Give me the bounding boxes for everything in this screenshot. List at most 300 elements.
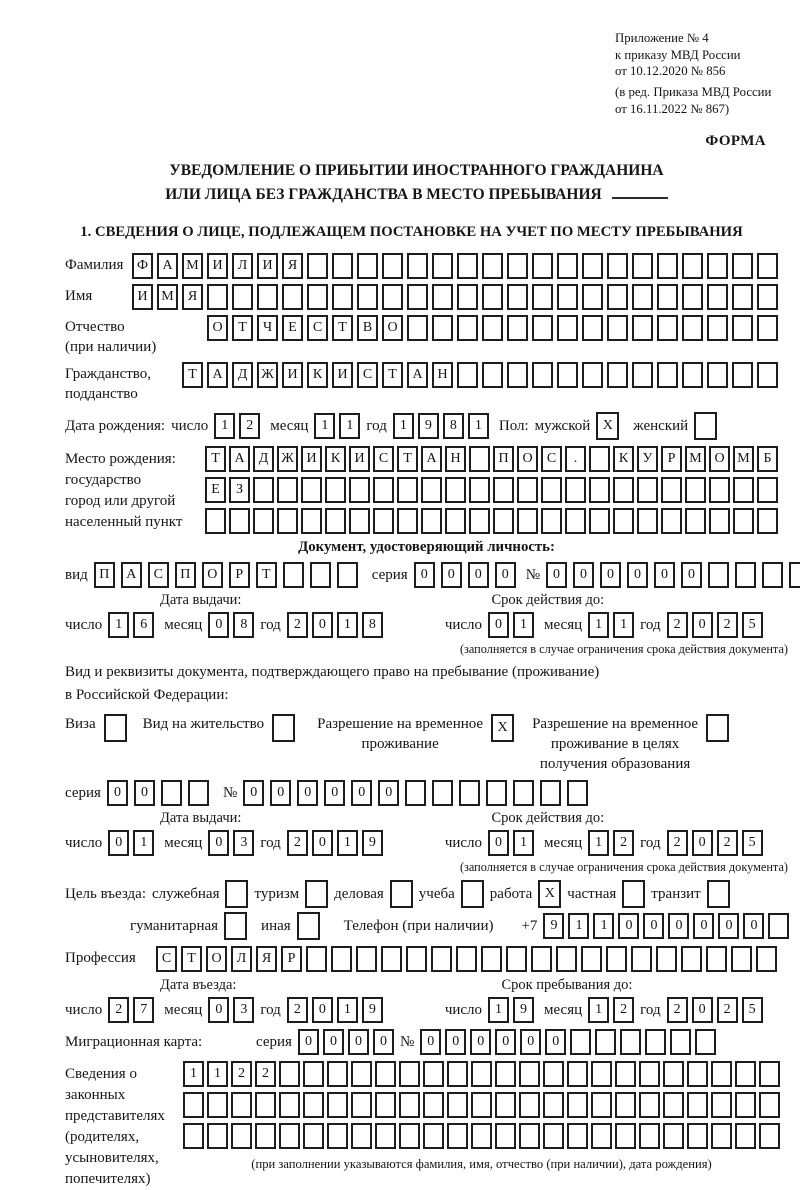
birthplace-cell[interactable]: К bbox=[613, 446, 634, 472]
representative-cell[interactable] bbox=[591, 1092, 612, 1118]
representative-cell[interactable] bbox=[207, 1123, 228, 1149]
purpose-transit-checkbox[interactable] bbox=[707, 880, 730, 908]
representative-cell[interactable] bbox=[423, 1092, 444, 1118]
citizenship-cell[interactable]: Т bbox=[382, 362, 403, 388]
patronymic-cell[interactable] bbox=[732, 315, 753, 341]
rvp-number-cell[interactable] bbox=[486, 780, 507, 806]
firstname-cell[interactable] bbox=[707, 284, 728, 310]
birthplace-cell[interactable] bbox=[229, 508, 250, 534]
migcard-seria-cell[interactable]: 0 bbox=[373, 1029, 394, 1055]
purpose-other-checkbox[interactable] bbox=[297, 912, 320, 940]
surname-cell[interactable] bbox=[482, 253, 503, 279]
entry-year-cell[interactable]: 1 bbox=[337, 997, 358, 1023]
birthplace-cell[interactable] bbox=[661, 477, 682, 503]
birth-year-cell[interactable]: 8 bbox=[443, 413, 464, 439]
firstname-cell[interactable]: Я bbox=[182, 284, 203, 310]
representative-cell[interactable] bbox=[615, 1123, 636, 1149]
doc-seria-cell[interactable]: 0 bbox=[468, 562, 489, 588]
representative-cell[interactable] bbox=[495, 1061, 516, 1087]
representative-cell[interactable] bbox=[279, 1123, 300, 1149]
patronymic-cell[interactable] bbox=[582, 315, 603, 341]
representative-cell[interactable] bbox=[543, 1061, 564, 1087]
citizenship-cell[interactable]: И bbox=[332, 362, 353, 388]
rvp-number-cell[interactable] bbox=[432, 780, 453, 806]
birthplace-cell[interactable] bbox=[589, 446, 610, 472]
doc-type-cell[interactable] bbox=[283, 562, 304, 588]
surname-cell[interactable]: М bbox=[182, 253, 203, 279]
doc-seria-cell[interactable]: 0 bbox=[441, 562, 462, 588]
rvp-issue-year-cell[interactable]: 1 bbox=[337, 830, 358, 856]
birthplace-cell[interactable]: И bbox=[301, 446, 322, 472]
profession-cell[interactable] bbox=[306, 946, 327, 972]
birthplace-cell[interactable] bbox=[349, 477, 370, 503]
surname-cell[interactable] bbox=[307, 253, 328, 279]
purpose-work-checkbox[interactable]: X bbox=[538, 880, 561, 908]
birthplace-cell[interactable]: Н bbox=[445, 446, 466, 472]
patronymic-cell[interactable] bbox=[607, 315, 628, 341]
doc-type-cell[interactable]: Р bbox=[229, 562, 250, 588]
representative-cell[interactable] bbox=[543, 1092, 564, 1118]
birthplace-cell[interactable] bbox=[613, 508, 634, 534]
patronymic-cell[interactable]: В bbox=[357, 315, 378, 341]
rvp-issue-year-cell[interactable]: 2 bbox=[287, 830, 308, 856]
profession-cell[interactable] bbox=[356, 946, 377, 972]
birthplace-cell[interactable] bbox=[325, 477, 346, 503]
representative-cell[interactable] bbox=[663, 1061, 684, 1087]
birthplace-cell[interactable]: Т bbox=[205, 446, 226, 472]
representative-cell[interactable] bbox=[567, 1123, 588, 1149]
birthplace-cell[interactable] bbox=[301, 477, 322, 503]
patronymic-cell[interactable]: Т bbox=[332, 315, 353, 341]
representative-cell[interactable] bbox=[759, 1092, 780, 1118]
representative-cell[interactable] bbox=[567, 1092, 588, 1118]
birthplace-cell[interactable]: О bbox=[517, 446, 538, 472]
surname-cell[interactable]: И bbox=[257, 253, 278, 279]
migcard-number-cell[interactable] bbox=[595, 1029, 616, 1055]
doc-number-cell[interactable]: 0 bbox=[600, 562, 621, 588]
representative-cell[interactable] bbox=[399, 1092, 420, 1118]
purpose-study-checkbox[interactable] bbox=[461, 880, 484, 908]
phone-cell[interactable] bbox=[768, 913, 789, 939]
citizenship-cell[interactable] bbox=[532, 362, 553, 388]
representative-cell[interactable] bbox=[639, 1123, 660, 1149]
citizenship-cell[interactable] bbox=[732, 362, 753, 388]
firstname-cell[interactable]: М bbox=[157, 284, 178, 310]
representative-cell[interactable] bbox=[447, 1123, 468, 1149]
rvp-number-cell[interactable] bbox=[405, 780, 426, 806]
surname-cell[interactable] bbox=[507, 253, 528, 279]
male-checkbox[interactable]: X bbox=[596, 412, 619, 440]
profession-cell[interactable] bbox=[731, 946, 752, 972]
rvp-issue-month-cell[interactable]: 0 bbox=[208, 830, 229, 856]
surname-cell[interactable]: Л bbox=[232, 253, 253, 279]
representative-cell[interactable] bbox=[759, 1123, 780, 1149]
rvp-valid-year-cell[interactable]: 0 bbox=[692, 830, 713, 856]
patronymic-cell[interactable]: Ч bbox=[257, 315, 278, 341]
birthplace-cell[interactable] bbox=[565, 477, 586, 503]
profession-cell[interactable] bbox=[506, 946, 527, 972]
profession-cell[interactable]: Я bbox=[256, 946, 277, 972]
firstname-cell[interactable] bbox=[332, 284, 353, 310]
rvp-issue-day-cell[interactable]: 1 bbox=[133, 830, 154, 856]
representative-cell[interactable] bbox=[207, 1092, 228, 1118]
representative-cell[interactable] bbox=[423, 1061, 444, 1087]
representative-cell[interactable] bbox=[495, 1123, 516, 1149]
profession-cell[interactable] bbox=[581, 946, 602, 972]
birthplace-cell[interactable] bbox=[613, 477, 634, 503]
birthplace-cell[interactable] bbox=[277, 477, 298, 503]
representative-cell[interactable] bbox=[735, 1092, 756, 1118]
representative-cell[interactable] bbox=[447, 1092, 468, 1118]
citizenship-cell[interactable]: Д bbox=[232, 362, 253, 388]
doc-valid-year-cell[interactable]: 2 bbox=[717, 612, 738, 638]
citizenship-cell[interactable] bbox=[582, 362, 603, 388]
birthplace-cell[interactable] bbox=[349, 508, 370, 534]
birthplace-cell[interactable] bbox=[397, 477, 418, 503]
representative-cell[interactable] bbox=[447, 1061, 468, 1087]
citizenship-cell[interactable] bbox=[607, 362, 628, 388]
purpose-official-checkbox[interactable] bbox=[225, 880, 248, 908]
rvp-issue-month-cell[interactable]: 3 bbox=[233, 830, 254, 856]
firstname-cell[interactable] bbox=[407, 284, 428, 310]
firstname-cell[interactable] bbox=[307, 284, 328, 310]
profession-cell[interactable]: Р bbox=[281, 946, 302, 972]
birthplace-cell[interactable] bbox=[277, 508, 298, 534]
birthplace-cell[interactable] bbox=[493, 508, 514, 534]
citizenship-cell[interactable] bbox=[707, 362, 728, 388]
representative-cell[interactable] bbox=[255, 1092, 276, 1118]
representative-cell[interactable] bbox=[687, 1092, 708, 1118]
migcard-number-cell[interactable] bbox=[695, 1029, 716, 1055]
migcard-number-cell[interactable]: 0 bbox=[545, 1029, 566, 1055]
firstname-cell[interactable] bbox=[607, 284, 628, 310]
citizenship-cell[interactable]: А bbox=[207, 362, 228, 388]
surname-cell[interactable]: Ф bbox=[132, 253, 153, 279]
firstname-cell[interactable] bbox=[282, 284, 303, 310]
firstname-cell[interactable] bbox=[457, 284, 478, 310]
surname-cell[interactable] bbox=[532, 253, 553, 279]
firstname-cell[interactable] bbox=[532, 284, 553, 310]
patronymic-cell[interactable] bbox=[632, 315, 653, 341]
patronymic-cell[interactable] bbox=[432, 315, 453, 341]
surname-cell[interactable] bbox=[732, 253, 753, 279]
representative-cell[interactable] bbox=[615, 1092, 636, 1118]
doc-valid-year-cell[interactable]: 2 bbox=[667, 612, 688, 638]
rvp-issue-year-cell[interactable]: 0 bbox=[312, 830, 333, 856]
rvp-seria-cell[interactable] bbox=[161, 780, 182, 806]
rvp-valid-year-cell[interactable]: 2 bbox=[717, 830, 738, 856]
migcard-number-cell[interactable]: 0 bbox=[445, 1029, 466, 1055]
phone-cell[interactable]: 0 bbox=[743, 913, 764, 939]
visa-checkbox[interactable] bbox=[104, 714, 127, 742]
representative-cell[interactable] bbox=[279, 1061, 300, 1087]
surname-cell[interactable] bbox=[757, 253, 778, 279]
migcard-number-cell[interactable]: 0 bbox=[520, 1029, 541, 1055]
rvp-seria-cell[interactable]: 0 bbox=[107, 780, 128, 806]
rvp-number-cell[interactable] bbox=[513, 780, 534, 806]
phone-cell[interactable]: 1 bbox=[568, 913, 589, 939]
birthplace-cell[interactable] bbox=[469, 446, 490, 472]
profession-cell[interactable] bbox=[606, 946, 627, 972]
stay-day-cell[interactable]: 1 bbox=[488, 997, 509, 1023]
profession-cell[interactable] bbox=[556, 946, 577, 972]
surname-cell[interactable] bbox=[332, 253, 353, 279]
patronymic-cell[interactable] bbox=[532, 315, 553, 341]
representative-cell[interactable] bbox=[543, 1123, 564, 1149]
doc-issue-month-cell[interactable]: 0 bbox=[208, 612, 229, 638]
doc-number-cell[interactable]: 0 bbox=[573, 562, 594, 588]
rvp-valid-month-cell[interactable]: 2 bbox=[613, 830, 634, 856]
entry-year-cell[interactable]: 9 bbox=[362, 997, 383, 1023]
doc-issue-year-cell[interactable]: 1 bbox=[337, 612, 358, 638]
doc-type-cell[interactable]: П bbox=[175, 562, 196, 588]
rvp-issue-day-cell[interactable]: 0 bbox=[108, 830, 129, 856]
entry-month-cell[interactable]: 3 bbox=[233, 997, 254, 1023]
doc-valid-year-cell[interactable]: 5 bbox=[742, 612, 763, 638]
citizenship-cell[interactable] bbox=[482, 362, 503, 388]
firstname-cell[interactable]: И bbox=[132, 284, 153, 310]
migcard-seria-cell[interactable]: 0 bbox=[323, 1029, 344, 1055]
purpose-private-checkbox[interactable] bbox=[622, 880, 645, 908]
birthplace-cell[interactable] bbox=[373, 477, 394, 503]
entry-day-cell[interactable]: 2 bbox=[108, 997, 129, 1023]
patronymic-cell[interactable] bbox=[657, 315, 678, 341]
representative-cell[interactable] bbox=[231, 1123, 252, 1149]
phone-cell[interactable]: 0 bbox=[643, 913, 664, 939]
citizenship-cell[interactable]: Ж bbox=[257, 362, 278, 388]
profession-cell[interactable] bbox=[481, 946, 502, 972]
doc-seria-cell[interactable]: 0 bbox=[414, 562, 435, 588]
stay-year-cell[interactable]: 2 bbox=[717, 997, 738, 1023]
birthplace-cell[interactable]: С bbox=[541, 446, 562, 472]
birthplace-cell[interactable]: О bbox=[709, 446, 730, 472]
surname-cell[interactable] bbox=[557, 253, 578, 279]
citizenship-cell[interactable] bbox=[507, 362, 528, 388]
temp-residence-checkbox[interactable]: X bbox=[491, 714, 514, 742]
firstname-cell[interactable] bbox=[482, 284, 503, 310]
representative-cell[interactable]: 2 bbox=[231, 1061, 252, 1087]
patronymic-cell[interactable] bbox=[557, 315, 578, 341]
representative-cell[interactable] bbox=[327, 1061, 348, 1087]
birthplace-cell[interactable] bbox=[541, 508, 562, 534]
doc-number-cell[interactable]: 0 bbox=[627, 562, 648, 588]
rvp-number-cell[interactable]: 0 bbox=[351, 780, 372, 806]
birth-year-cell[interactable]: 9 bbox=[418, 413, 439, 439]
residence-permit-checkbox[interactable] bbox=[272, 714, 295, 742]
rvp-valid-day-cell[interactable]: 1 bbox=[513, 830, 534, 856]
rvp-valid-day-cell[interactable]: 0 bbox=[488, 830, 509, 856]
representative-cell[interactable] bbox=[423, 1123, 444, 1149]
firstname-cell[interactable] bbox=[507, 284, 528, 310]
representative-cell[interactable]: 1 bbox=[207, 1061, 228, 1087]
doc-number-cell[interactable] bbox=[762, 562, 783, 588]
rvp-number-cell[interactable] bbox=[540, 780, 561, 806]
birthplace-cell[interactable] bbox=[421, 508, 442, 534]
firstname-cell[interactable] bbox=[582, 284, 603, 310]
stay-month-cell[interactable]: 2 bbox=[613, 997, 634, 1023]
representative-cell[interactable] bbox=[639, 1092, 660, 1118]
profession-cell[interactable]: С bbox=[156, 946, 177, 972]
birthplace-cell[interactable]: П bbox=[493, 446, 514, 472]
migcard-number-cell[interactable] bbox=[645, 1029, 666, 1055]
phone-cell[interactable]: 0 bbox=[718, 913, 739, 939]
firstname-cell[interactable] bbox=[432, 284, 453, 310]
birthplace-cell[interactable]: Д bbox=[253, 446, 274, 472]
firstname-cell[interactable] bbox=[657, 284, 678, 310]
rvp-valid-month-cell[interactable]: 1 bbox=[588, 830, 609, 856]
birthplace-cell[interactable]: И bbox=[349, 446, 370, 472]
surname-cell[interactable] bbox=[707, 253, 728, 279]
patronymic-cell[interactable] bbox=[707, 315, 728, 341]
representative-cell[interactable] bbox=[375, 1123, 396, 1149]
doc-issue-year-cell[interactable]: 8 bbox=[362, 612, 383, 638]
citizenship-cell[interactable]: К bbox=[307, 362, 328, 388]
patronymic-cell[interactable] bbox=[507, 315, 528, 341]
birthplace-cell[interactable] bbox=[301, 508, 322, 534]
representative-cell[interactable] bbox=[375, 1092, 396, 1118]
firstname-cell[interactable] bbox=[757, 284, 778, 310]
patronymic-cell[interactable] bbox=[757, 315, 778, 341]
migcard-number-cell[interactable]: 0 bbox=[420, 1029, 441, 1055]
birthplace-cell[interactable] bbox=[685, 477, 706, 503]
representative-cell[interactable] bbox=[519, 1092, 540, 1118]
firstname-cell[interactable] bbox=[382, 284, 403, 310]
birthplace-cell[interactable]: Ж bbox=[277, 446, 298, 472]
birthplace-cell[interactable] bbox=[469, 477, 490, 503]
profession-cell[interactable] bbox=[406, 946, 427, 972]
entry-year-cell[interactable]: 2 bbox=[287, 997, 308, 1023]
patronymic-cell[interactable]: О bbox=[207, 315, 228, 341]
entry-month-cell[interactable]: 0 bbox=[208, 997, 229, 1023]
rvp-valid-year-cell[interactable]: 2 bbox=[667, 830, 688, 856]
birth-year-cell[interactable]: 1 bbox=[393, 413, 414, 439]
firstname-cell[interactable] bbox=[357, 284, 378, 310]
representative-cell[interactable] bbox=[663, 1123, 684, 1149]
profession-cell[interactable]: Л bbox=[231, 946, 252, 972]
profession-cell[interactable] bbox=[431, 946, 452, 972]
doc-type-cell[interactable]: П bbox=[94, 562, 115, 588]
birthplace-cell[interactable] bbox=[445, 477, 466, 503]
citizenship-cell[interactable]: И bbox=[282, 362, 303, 388]
surname-cell[interactable] bbox=[457, 253, 478, 279]
representative-cell[interactable] bbox=[303, 1092, 324, 1118]
patronymic-cell[interactable]: Т bbox=[232, 315, 253, 341]
surname-cell[interactable] bbox=[682, 253, 703, 279]
profession-cell[interactable] bbox=[681, 946, 702, 972]
representative-cell[interactable]: 2 bbox=[255, 1061, 276, 1087]
surname-cell[interactable] bbox=[582, 253, 603, 279]
stay-year-cell[interactable]: 0 bbox=[692, 997, 713, 1023]
representative-cell[interactable] bbox=[495, 1092, 516, 1118]
birthplace-cell[interactable] bbox=[733, 477, 754, 503]
doc-issue-day-cell[interactable]: 6 bbox=[133, 612, 154, 638]
doc-valid-day-cell[interactable]: 0 bbox=[488, 612, 509, 638]
doc-issue-month-cell[interactable]: 8 bbox=[233, 612, 254, 638]
representative-cell[interactable] bbox=[519, 1123, 540, 1149]
migcard-number-cell[interactable] bbox=[620, 1029, 641, 1055]
doc-seria-cell[interactable]: 0 bbox=[495, 562, 516, 588]
birthplace-cell[interactable] bbox=[565, 508, 586, 534]
firstname-cell[interactable] bbox=[632, 284, 653, 310]
birthplace-cell[interactable]: Б bbox=[757, 446, 778, 472]
citizenship-cell[interactable] bbox=[557, 362, 578, 388]
birthplace-cell[interactable] bbox=[685, 508, 706, 534]
birth-month-cell[interactable]: 1 bbox=[314, 413, 335, 439]
birthplace-cell[interactable] bbox=[517, 477, 538, 503]
representative-cell[interactable] bbox=[471, 1123, 492, 1149]
representative-cell[interactable] bbox=[255, 1123, 276, 1149]
birthplace-cell[interactable] bbox=[493, 477, 514, 503]
birthplace-cell[interactable] bbox=[757, 477, 778, 503]
patronymic-cell[interactable]: Е bbox=[282, 315, 303, 341]
representative-cell[interactable] bbox=[327, 1123, 348, 1149]
birthplace-cell[interactable] bbox=[589, 508, 610, 534]
rvp-seria-cell[interactable]: 0 bbox=[134, 780, 155, 806]
birthplace-cell[interactable] bbox=[661, 508, 682, 534]
citizenship-cell[interactable] bbox=[632, 362, 653, 388]
representative-cell[interactable] bbox=[303, 1123, 324, 1149]
representative-cell[interactable] bbox=[351, 1092, 372, 1118]
birth-year-cell[interactable]: 1 bbox=[468, 413, 489, 439]
phone-cell[interactable]: 9 bbox=[543, 913, 564, 939]
rvp-issue-year-cell[interactable]: 9 bbox=[362, 830, 383, 856]
representative-cell[interactable] bbox=[663, 1092, 684, 1118]
representative-cell[interactable] bbox=[711, 1092, 732, 1118]
patronymic-cell[interactable] bbox=[682, 315, 703, 341]
birthplace-cell[interactable] bbox=[253, 508, 274, 534]
profession-cell[interactable] bbox=[331, 946, 352, 972]
birthplace-cell[interactable]: А bbox=[229, 446, 250, 472]
representative-cell[interactable] bbox=[735, 1123, 756, 1149]
citizenship-cell[interactable]: Т bbox=[182, 362, 203, 388]
birthplace-cell[interactable]: К bbox=[325, 446, 346, 472]
surname-cell[interactable]: А bbox=[157, 253, 178, 279]
firstname-cell[interactable] bbox=[557, 284, 578, 310]
rvp-valid-year-cell[interactable]: 5 bbox=[742, 830, 763, 856]
surname-cell[interactable]: Я bbox=[282, 253, 303, 279]
birthplace-cell[interactable] bbox=[205, 508, 226, 534]
citizenship-cell[interactable] bbox=[657, 362, 678, 388]
citizenship-cell[interactable] bbox=[757, 362, 778, 388]
birthplace-cell[interactable] bbox=[469, 508, 490, 534]
representative-cell[interactable] bbox=[759, 1061, 780, 1087]
birthplace-cell[interactable] bbox=[517, 508, 538, 534]
birthplace-cell[interactable] bbox=[373, 508, 394, 534]
representative-cell[interactable] bbox=[519, 1061, 540, 1087]
purpose-tourism-checkbox[interactable] bbox=[305, 880, 328, 908]
birthplace-cell[interactable] bbox=[709, 477, 730, 503]
patronymic-cell[interactable] bbox=[482, 315, 503, 341]
doc-type-cell[interactable]: Т bbox=[256, 562, 277, 588]
patronymic-cell[interactable] bbox=[407, 315, 428, 341]
profession-cell[interactable] bbox=[381, 946, 402, 972]
representative-cell[interactable] bbox=[735, 1061, 756, 1087]
rvp-number-cell[interactable]: 0 bbox=[324, 780, 345, 806]
profession-cell[interactable]: Т bbox=[181, 946, 202, 972]
profession-cell[interactable] bbox=[706, 946, 727, 972]
surname-cell[interactable] bbox=[357, 253, 378, 279]
representative-cell[interactable] bbox=[399, 1123, 420, 1149]
birthplace-cell[interactable] bbox=[445, 508, 466, 534]
representative-cell[interactable] bbox=[183, 1092, 204, 1118]
birthplace-cell[interactable] bbox=[325, 508, 346, 534]
phone-cell[interactable]: 1 bbox=[593, 913, 614, 939]
doc-valid-month-cell[interactable]: 1 bbox=[588, 612, 609, 638]
representative-cell[interactable] bbox=[591, 1061, 612, 1087]
representative-cell[interactable] bbox=[327, 1092, 348, 1118]
surname-cell[interactable] bbox=[382, 253, 403, 279]
citizenship-cell[interactable]: С bbox=[357, 362, 378, 388]
